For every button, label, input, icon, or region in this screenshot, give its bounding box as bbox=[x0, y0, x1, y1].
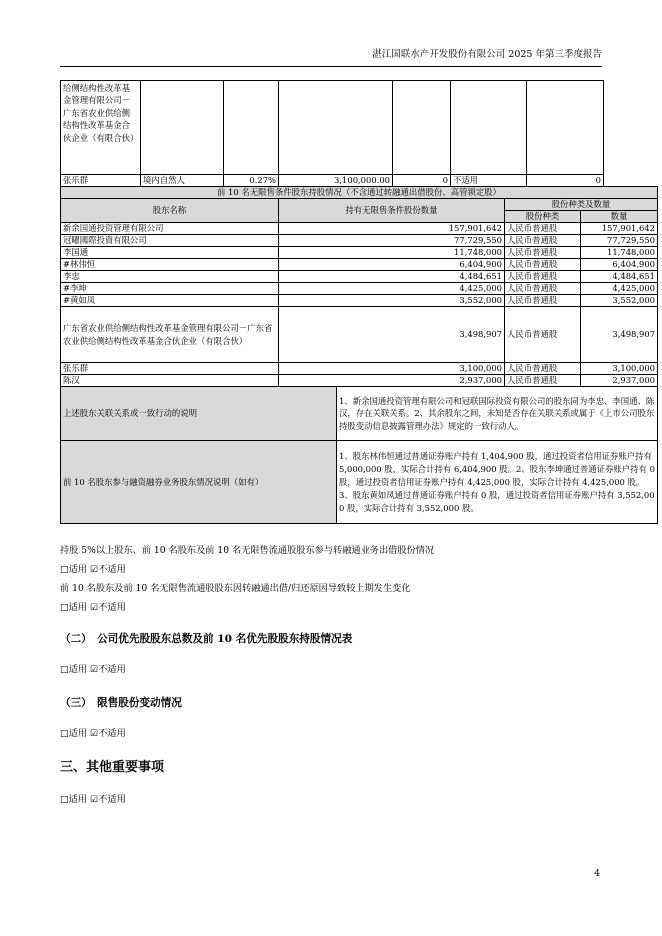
shareholder-table-continued bbox=[60, 80, 604, 187]
col-header-name: 股东名称 bbox=[61, 199, 279, 223]
margin-trading-text: 1、股东林伟恒通过普通证券账户持有 1,404,900 股，通过投资者信用证券账户持有 5,000,000 股，实际合计持有 6,404,900 股。2、股东李坤通过普通证券账户持有 0 股，通过投资者信用证券账户持有 4,425,000 股，实际合计持有 4,425,000 股。3、股东黄如凤通过普通证券账户持有 0 股，通过投资者信用证券账户持有 3,552,000 股，实际合计持有 3,552,000 股。 bbox=[337, 441, 658, 524]
margin-trading-label: 前 10 名股东参与融资融券业务股东情况说明（如有） bbox=[61, 441, 337, 524]
unrestricted-qty: 2,937,000 bbox=[279, 375, 505, 387]
share-type: 人民币普通股 bbox=[505, 283, 581, 295]
unrestricted-qty: 77,729,550 bbox=[279, 235, 505, 247]
share-count: 2,937,000 bbox=[581, 375, 658, 387]
pledge-count: 0 bbox=[527, 175, 604, 187]
table-row bbox=[61, 223, 658, 235]
section-other-matters-title: 三、其他重要事项 bbox=[60, 760, 165, 775]
table-row bbox=[61, 295, 658, 307]
shareholder-nature: 境内自然人 bbox=[141, 175, 224, 187]
section-restricted-shares-title: （三） 限售股份变动情况 bbox=[60, 697, 182, 709]
shareholder-name: 广东省农业供给侧结构性改革基金管理有限公司－广东省农业供给侧结构性改革基金合伙企业（有限合伙） bbox=[61, 307, 279, 363]
section-other-matters-option: □适用 ☑不适用 bbox=[60, 794, 126, 805]
relation-text: 1、新余国通投资管理有限公司和冠联国际投资有限公司的股东同为李忠、李国通、陈汉，存在关联关系。2、其余股东之间，未知是否存在关联关系或属于《上市公司股东持股变动信息披露管理办法》规定的一致行动人。 bbox=[337, 387, 658, 441]
shareholder-name: 张乐群 bbox=[61, 363, 279, 375]
share-count: 77,729,550 bbox=[581, 235, 658, 247]
page-header: 湛江国联水产开发股份有限公司 2025 年第三季度报告 bbox=[372, 49, 602, 60]
share-type: 人民币普通股 bbox=[505, 235, 581, 247]
table-row bbox=[61, 375, 658, 387]
lending-note-option: □适用 ☑不适用 bbox=[60, 564, 126, 575]
table-row bbox=[61, 363, 658, 375]
holding-shares: 3,100,000.00 bbox=[279, 175, 393, 187]
unrestricted-shareholder-table bbox=[60, 186, 658, 524]
share-count: 4,484,651 bbox=[581, 271, 658, 283]
unrestricted-qty: 4,484,651 bbox=[279, 271, 505, 283]
shareholder-name: #林伟恒 bbox=[61, 259, 279, 271]
unrestricted-qty: 157,901,642 bbox=[279, 223, 505, 235]
restricted-shares: 0 bbox=[393, 175, 451, 187]
col-header-type-group: 股份种类及数量 bbox=[505, 199, 658, 211]
share-count: 4,425,000 bbox=[581, 283, 658, 295]
unrestricted-qty: 3,552,000 bbox=[279, 295, 505, 307]
col-header-count: 数量 bbox=[581, 211, 658, 223]
table-row bbox=[61, 283, 658, 295]
lending-note: 持股 5%以上股东、前 10 名股东及前 10 名无限售流通股股东参与转融通业务出借股份情况 bbox=[60, 545, 435, 556]
shareholder-name: 冠曜國際投資有限公司 bbox=[61, 235, 279, 247]
header-divider bbox=[60, 66, 602, 67]
share-count: 6,404,900 bbox=[581, 259, 658, 271]
section-restricted-shares-option: □适用 ☑不适用 bbox=[60, 728, 126, 739]
shareholder-name: 李忠 bbox=[61, 271, 279, 283]
page-number: 4 bbox=[593, 868, 600, 879]
table-row bbox=[61, 271, 658, 283]
unrestricted-qty: 4,425,000 bbox=[279, 283, 505, 295]
share-count: 3,100,000 bbox=[581, 363, 658, 375]
table-row bbox=[61, 259, 658, 271]
col-header-type: 股份种类 bbox=[505, 211, 581, 223]
lending-change-option: □适用 ☑不适用 bbox=[60, 602, 126, 613]
unrestricted-qty: 3,498,907 bbox=[279, 307, 505, 363]
unrestricted-qty: 6,404,900 bbox=[279, 259, 505, 271]
col-header-qty: 持有无限售条件股份数量 bbox=[279, 199, 505, 223]
share-type: 人民币普通股 bbox=[505, 247, 581, 259]
shareholder-name-cell: 给侧结构性改革基金管理有限公司－广东省农业供给侧结构性改革基金合伙企业（有限合伙） bbox=[61, 81, 141, 175]
share-type: 人民币普通股 bbox=[505, 307, 581, 363]
share-type: 人民币普通股 bbox=[505, 295, 581, 307]
shareholder-name: #黄如凤 bbox=[61, 295, 279, 307]
share-type: 人民币普通股 bbox=[505, 271, 581, 283]
table-row bbox=[61, 247, 658, 259]
table-row bbox=[61, 307, 658, 363]
table-row bbox=[61, 235, 658, 247]
relation-label: 上述股东关联关系或一致行动的说明 bbox=[61, 387, 337, 441]
unrestricted-qty: 11,748,000 bbox=[279, 247, 505, 259]
share-type: 人民币普通股 bbox=[505, 363, 581, 375]
lending-change-note: 前 10 名股东及前 10 名无限售流通股股东因转融通出借/归还原因导致较上期发生变化 bbox=[60, 583, 411, 594]
shareholder-name: 新余国通投资管理有限公司 bbox=[61, 223, 279, 235]
unrestricted-qty: 3,100,000 bbox=[279, 363, 505, 375]
section-preferred-shares-title: （二） 公司优先股股东总数及前 10 名优先股股东持股情况表 bbox=[60, 633, 353, 645]
share-type: 人民币普通股 bbox=[505, 375, 581, 387]
share-type: 人民币普通股 bbox=[505, 259, 581, 271]
shareholder-name: 李国通 bbox=[61, 247, 279, 259]
share-count: 11,748,000 bbox=[581, 247, 658, 259]
shareholder-name: #李坤 bbox=[61, 283, 279, 295]
share-count: 3,498,907 bbox=[581, 307, 658, 363]
share-count: 157,901,642 bbox=[581, 223, 658, 235]
shareholder-name: 陈汉 bbox=[61, 375, 279, 387]
table-row bbox=[61, 175, 604, 187]
share-type: 人民币普通股 bbox=[505, 223, 581, 235]
section-preferred-shares-option: □适用 ☑不适用 bbox=[60, 664, 126, 675]
pledge-status: 不适用 bbox=[451, 175, 527, 187]
share-count: 3,552,000 bbox=[581, 295, 658, 307]
holding-percent: 0.27% bbox=[224, 175, 279, 187]
shareholder-name: 张乐群 bbox=[61, 175, 141, 187]
table-title: 前 10 名无限售条件股东持股情况（不含通过转融通出借股份、高管锁定股） bbox=[61, 187, 658, 199]
